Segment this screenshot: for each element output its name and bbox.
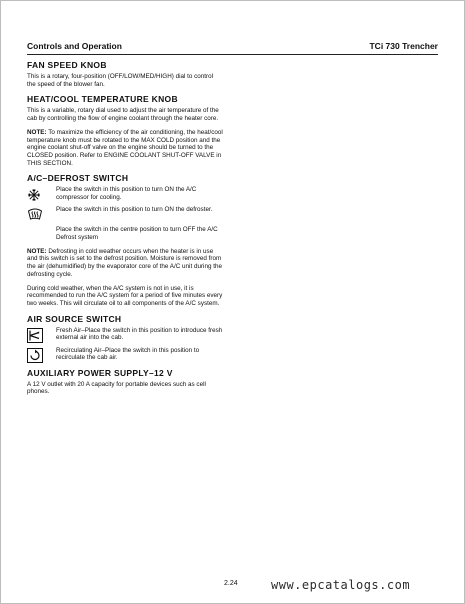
ac-defrost-heading: A/C–DEFROST SWITCH — [27, 173, 129, 184]
auxiliary-power-section — [27, 368, 223, 396]
air-source-heading: AIR SOURCE SWITCH — [27, 313, 122, 324]
defroster-text: Place the switch in this position to turn ON the defroster. — [56, 206, 213, 214]
recirculate-item — [27, 347, 223, 364]
recirculate-text: Recirculating Air–Place the switch in this position to recirculate the cab air. — [56, 346, 200, 362]
defrost-note — [27, 248, 223, 279]
watermark: www.epcatalogs.com — [271, 578, 411, 592]
fresh-air-icon — [27, 327, 47, 344]
heat-cool-heading: HEAT/COOL TEMPERATURE KNOB — [27, 94, 178, 105]
ac-cooling-item — [27, 186, 223, 203]
defroster-icon — [27, 206, 47, 223]
auxiliary-power-heading: AUXILIARY POWER SUPPLY–12 V — [27, 367, 173, 378]
ac-off-text: Place the switch in the centre position to turn OFF the A/C Defrost system — [56, 226, 218, 242]
section-header: Controls and Operation — [27, 41, 122, 51]
ac-defrost-section — [27, 173, 223, 307]
note-label: NOTE: — [27, 128, 47, 136]
page-content — [27, 58, 223, 402]
snowflake-icon — [27, 186, 47, 203]
manual-title: TCi 730 Trencher — [369, 41, 438, 51]
heat-cool-section — [27, 94, 223, 167]
fresh-air-text: Fresh Air–Place the switch in this position to introduce fresh external air into the cab. — [56, 326, 223, 342]
fresh-air-item — [27, 327, 223, 344]
defroster-item — [27, 206, 223, 223]
page-number: 2.24 — [224, 580, 238, 587]
note-label: NOTE: — [27, 247, 47, 255]
header-rule — [27, 54, 438, 55]
recirculate-icon — [27, 347, 47, 364]
note-text: To maximize the efficiency of the air conditioning, the heat/cool temperature knob must be rotated to the MAX COLD position and the engine coolant shut-off valve on the engine should be turned to the CLOSED position. Refer to ENGINE COOLANT SHUT-OFF VALVE in THIS SECTION. — [27, 128, 223, 167]
cold-weather-text: During cold weather, when the A/C system is not in use, it is recommended to run the A/C system for a period of five minutes every two weeks. This will circulate oil to all components of the A/C system. — [27, 284, 223, 307]
fan-speed-text: This is a rotary, four-position (OFF/LOW/MED/HIGH) dial to control the speed of the blower fan. — [27, 73, 214, 88]
air-source-section — [27, 314, 223, 364]
auxiliary-power-text: A 12 V outlet with 20 A capacity for portable devices such as cell phones. — [27, 380, 206, 396]
note-text: Defrosting in cold weather occurs when the heater is in use and this switch is set to the defrost position. Moisture is removed from the air (dehumidified) by the evaporator core of the A/C unit during the defrosting cycle. — [27, 247, 222, 278]
fan-speed-section — [27, 60, 223, 88]
heat-cool-text: This is a variable, rotary dial used to adjust the air temperature of the cab by controlling the flow of engine coolant through the heater core. — [27, 107, 219, 123]
ac-cooling-text: Place the switch in this position to turn ON the A/C compressor for cooling. — [56, 186, 197, 202]
heat-cool-note — [27, 129, 223, 168]
fan-speed-heading: FAN SPEED KNOB — [27, 60, 107, 70]
